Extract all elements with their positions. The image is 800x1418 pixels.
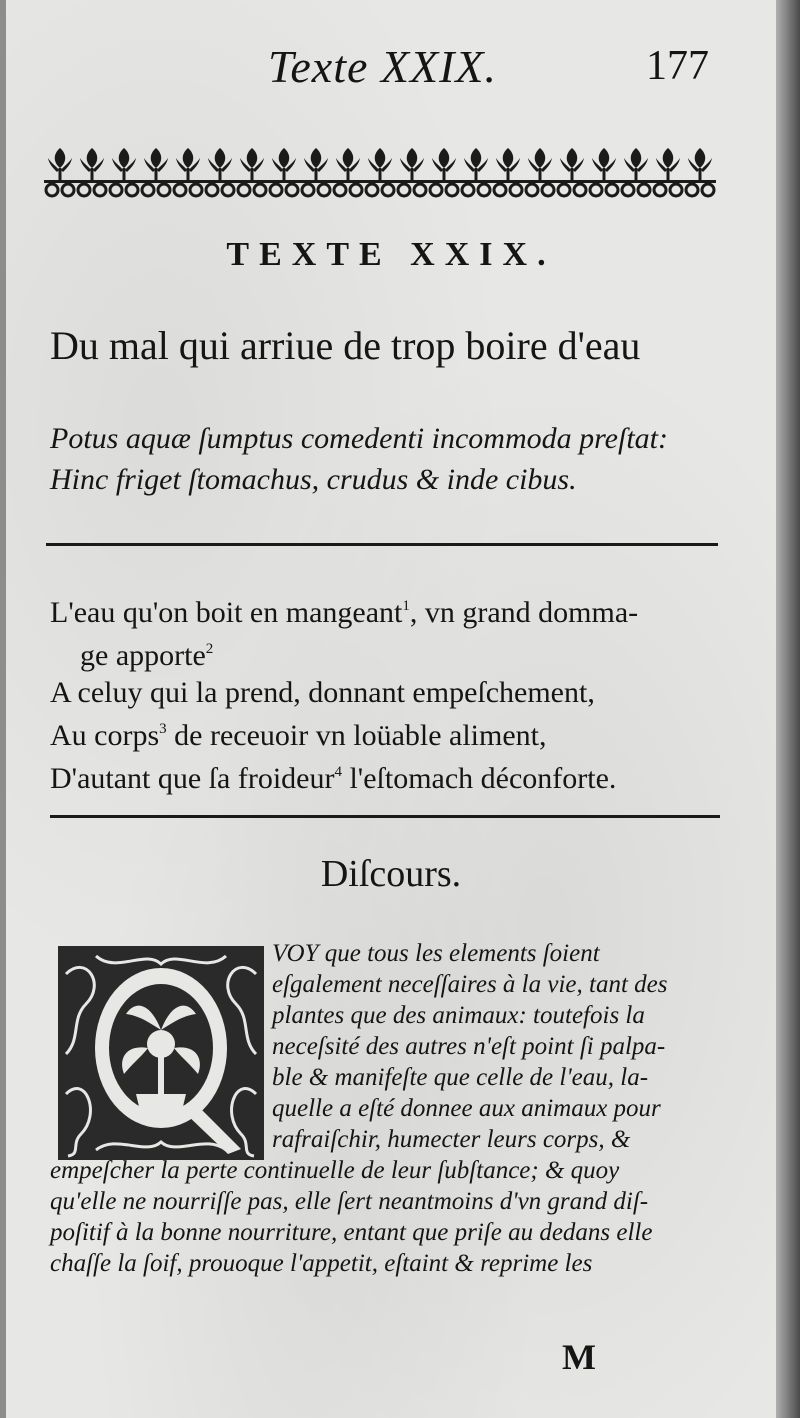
- body-line: quelle a eſté donnee aux animaux pour: [272, 1095, 661, 1122]
- verse-line: Au corps$^3$ de receuoir vn loüable aliment,: [50, 719, 547, 752]
- fleuron-scroll: [654, 184, 666, 196]
- verse-line: D'autant que ſa froideur$^4$ l'eſtomach déconforte.: [50, 762, 617, 795]
- body-line: rafraiſchir, humecter leurs corps, &: [272, 1126, 631, 1153]
- body-line: poſitif à la bonne nourriture, entant que priſe au dedans elle: [50, 1219, 653, 1246]
- fleuron-stem: [635, 168, 638, 180]
- fleuron-scroll: [494, 184, 506, 196]
- fleuron-scroll: [62, 184, 74, 196]
- body-line: plantes que des animaux: toutefois la: [272, 1002, 645, 1029]
- page-edge-shadow: [776, 0, 800, 1418]
- signature-mark: M: [562, 1337, 596, 1377]
- verse-line: ge apporte$^2$: [80, 639, 214, 672]
- footnote-marker: 2: [205, 641, 214, 657]
- discours-body: [50, 938, 732, 1279]
- fleuron-stem: [507, 168, 510, 180]
- fleuron-scroll: [286, 184, 298, 196]
- body-line: qu'elle ne nourriſſe pas, elle ſert neantmoins d'vn grand diſ-: [50, 1188, 649, 1215]
- fleuron-scroll: [158, 184, 170, 196]
- fleuron-scroll: [558, 184, 570, 196]
- fleuron-stem: [443, 168, 446, 180]
- fleuron-scroll: [94, 184, 106, 196]
- fleuron-stem: [59, 168, 62, 180]
- body-line: empeſcher la perte continuelle de leur ſubſtance; & quoy: [50, 1157, 620, 1184]
- fleuron-stem: [219, 168, 222, 180]
- fleuron-scroll: [334, 184, 346, 196]
- fleuron-stem: [187, 168, 190, 180]
- running-title: Texte XXIX.: [268, 41, 498, 92]
- latin-epigraph: [50, 418, 730, 500]
- fleuron-scroll: [350, 184, 362, 196]
- fleuron-stem: [283, 168, 286, 180]
- fleuron-scroll: [366, 184, 378, 196]
- footnote-marker: 3: [159, 721, 167, 737]
- fleuron-stem: [571, 168, 574, 180]
- fleuron-stem: [667, 168, 670, 180]
- discours-title: Diſcours.: [320, 853, 462, 895]
- fleuron-scroll: [622, 184, 634, 196]
- fleuron-scroll: [78, 184, 90, 196]
- fleuron-stem: [155, 168, 158, 180]
- fleuron-band-line: [44, 180, 716, 183]
- fleuron-scroll: [126, 184, 138, 196]
- fleuron-stem: [699, 168, 702, 180]
- fleuron-scroll: [686, 184, 698, 196]
- fleuron-stem: [411, 168, 414, 180]
- fleuron-scroll: [510, 184, 522, 196]
- fleuron-scroll: [574, 184, 586, 196]
- fleuron-stem: [347, 168, 350, 180]
- fleuron-stem: [603, 168, 606, 180]
- fleuron-scroll: [526, 184, 538, 196]
- body-line: eſgalement neceſſaires à la vie, tant des: [272, 971, 668, 998]
- fleuron-stem: [475, 168, 478, 180]
- chapter-title: Du mal qui arriue de trop boire d'eau: [50, 323, 641, 368]
- fleuron-scroll: [590, 184, 602, 196]
- footnote-marker: 1: [402, 598, 410, 614]
- fleuron-stem: [539, 168, 542, 180]
- fleuron-scroll: [254, 184, 266, 196]
- fleuron-scroll: [542, 184, 554, 196]
- body-line: chaſſe la ſoif, prouoque l'appetit, eſtaint & reprime les: [50, 1250, 593, 1277]
- fleuron-stem: [123, 168, 126, 180]
- divider-rule: [46, 543, 718, 546]
- fleuron-scroll: [238, 184, 250, 196]
- fleuron-stem: [91, 168, 94, 180]
- fleuron-scroll: [462, 184, 474, 196]
- fleuron-scroll: [414, 184, 426, 196]
- text-heading: TEXTE XXIX.: [226, 236, 556, 273]
- latin-line: Potus aquæ ſumptus comedenti incommoda preſtat:: [50, 422, 668, 455]
- fleuron-scroll: [318, 184, 330, 196]
- fleuron-scroll: [110, 184, 122, 196]
- fleuron-scroll: [302, 184, 314, 196]
- fleuron-scroll: [206, 184, 218, 196]
- fleuron-scroll: [702, 184, 714, 196]
- body-line: ble & manifeſte que celle de l'eau, la-: [272, 1064, 649, 1091]
- fleuron-scroll: [398, 184, 410, 196]
- fleuron-scroll: [174, 184, 186, 196]
- fleuron-stem: [251, 168, 254, 180]
- fleuron-stem: [315, 168, 318, 180]
- book-page: [6, 0, 776, 1418]
- body-line: neceſsité des autres n'eſt point ſi palpa-: [272, 1033, 666, 1060]
- fleuron-scroll: [446, 184, 458, 196]
- fleuron-scroll: [478, 184, 490, 196]
- divider-rule: [50, 815, 720, 818]
- fleuron-scroll: [638, 184, 650, 196]
- fleuron-scroll: [190, 184, 202, 196]
- fleuron-scroll: [606, 184, 618, 196]
- footnote-marker: 4: [334, 764, 342, 780]
- fleuron-scroll: [46, 184, 58, 196]
- verse-line: L'eau qu'on boit en mangeant$^1$, vn grand domma-: [50, 596, 639, 629]
- fleuron-border-ornament: [44, 144, 716, 202]
- french-verse: [50, 588, 750, 797]
- page-number: 177: [646, 43, 709, 89]
- verse-line: A celuy qui la prend, donnant empeſchement,: [50, 676, 595, 709]
- fleuron-scroll: [222, 184, 234, 196]
- fleuron-scroll: [670, 184, 682, 196]
- fleuron-scroll: [430, 184, 442, 196]
- latin-line: Hinc friget ſtomachus, crudus & inde cibus.: [50, 463, 577, 496]
- fleuron-scroll: [270, 184, 282, 196]
- fleuron-scroll: [382, 184, 394, 196]
- fleuron-stem: [379, 168, 382, 180]
- fleuron-scroll: [142, 184, 154, 196]
- body-line: VOY que tous les elements ſoient: [272, 940, 600, 967]
